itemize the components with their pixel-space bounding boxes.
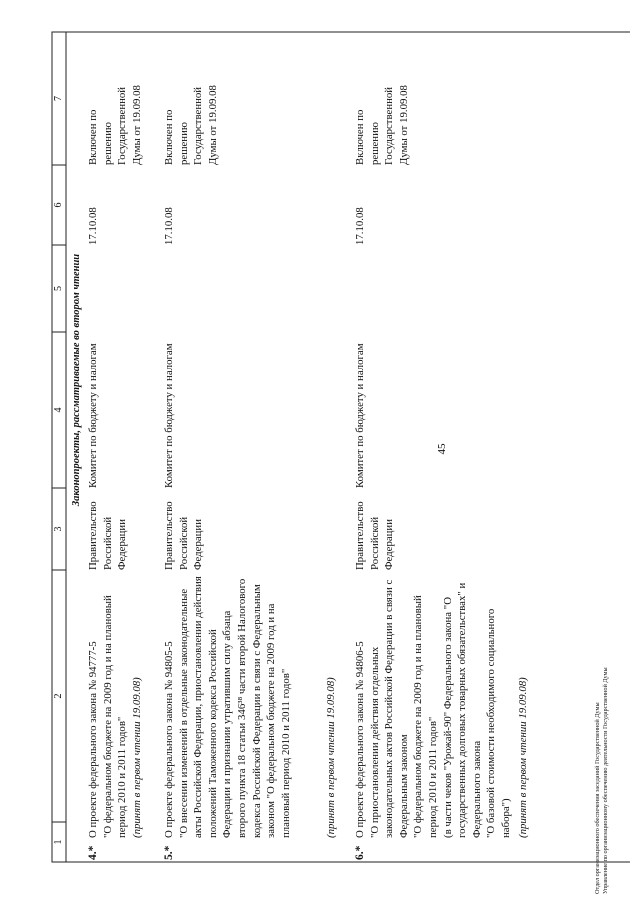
footer-line-2: Управление по организационному обеспечению деятельности Государственной Думы [602,667,609,894]
footer-line-1: Отдел организационного обеспечения заседаний Государственной Думы [594,702,601,894]
page-number: 45 [436,443,448,455]
col-header-4: 4 [53,407,64,413]
col-header-2: 2 [53,693,64,699]
row-author: Правительство Российской Федерации [163,501,205,570]
col-header-1: 1 [53,839,64,845]
row-date: 17.10.08 [354,207,366,245]
row-number: 5.* [163,845,175,860]
row-title: О проекте федерального закона № 94806-5 "О приостановлении действия отдельных законодательных актов Российской Федерации в связи с Федеральным законом "О федеральном бюджете на 2009 год и на плановый период 2010 и 2011 годов" (в части чеков "Урожай-90" Федерального закона "О государственных долговых товарных обязательствах" и Федерального закона "О базовой стоимости необходимого социального набора") [354,579,512,838]
row-status: Включен по решению Государственной Думы от 19.09.08 [87,85,143,165]
row-note: (принят в первом чтении 19.09.08) [131,677,143,838]
col-header-3: 3 [53,526,64,532]
row-number: 4.* [87,845,99,860]
row-title: О проекте федерального закона № 94805-5 "О внесении изменений в отдельные законодательные акты Российской Федерации, приостановлении действия положений Таможенного кодекса Российской Федерации и признании утратившим силу абзаца второго пункта 18 статьи 346³⁸ части второй Налогового кодекса Российской Федерации в связи с Федеральным законом "О федеральном бюджете на 2009 год и на плановый период 2010 и 2011 годов" [163,576,292,838]
row-number: 6.* [354,845,366,860]
section-title: Законопроекты, рассматриваемые во втором чтении [71,253,82,507]
row-author: Правительство Российской Федерации [87,501,129,570]
row-date: 17.10.08 [87,207,99,245]
col-header-6: 6 [53,202,64,208]
row-committee: Комитет по бюджету и налогам [163,343,175,488]
row-title: О проекте федерального закона № 94777-5 "О федеральном бюджете на 2009 год и на плановый период 2010 и 2011 годов" [87,595,129,838]
row-committee: Комитет по бюджету и налогам [354,343,366,488]
row-status: Включен по решению Государственной Думы от 19.09.08 [163,85,219,165]
col-header-7: 7 [53,96,64,101]
row-note: (принят в первом чтении 19.09.08) [325,677,337,838]
row-note: (принят в первом чтении 19.09.08) [517,677,529,838]
row-committee: Комитет по бюджету и налогам [87,343,99,488]
row-date: 17.10.08 [163,207,175,245]
row-author: Правительство Российской Федерации [354,501,396,570]
row-status: Включен по решению Государственной Думы от 19.09.08 [354,85,410,165]
col-header-5: 5 [53,286,64,291]
